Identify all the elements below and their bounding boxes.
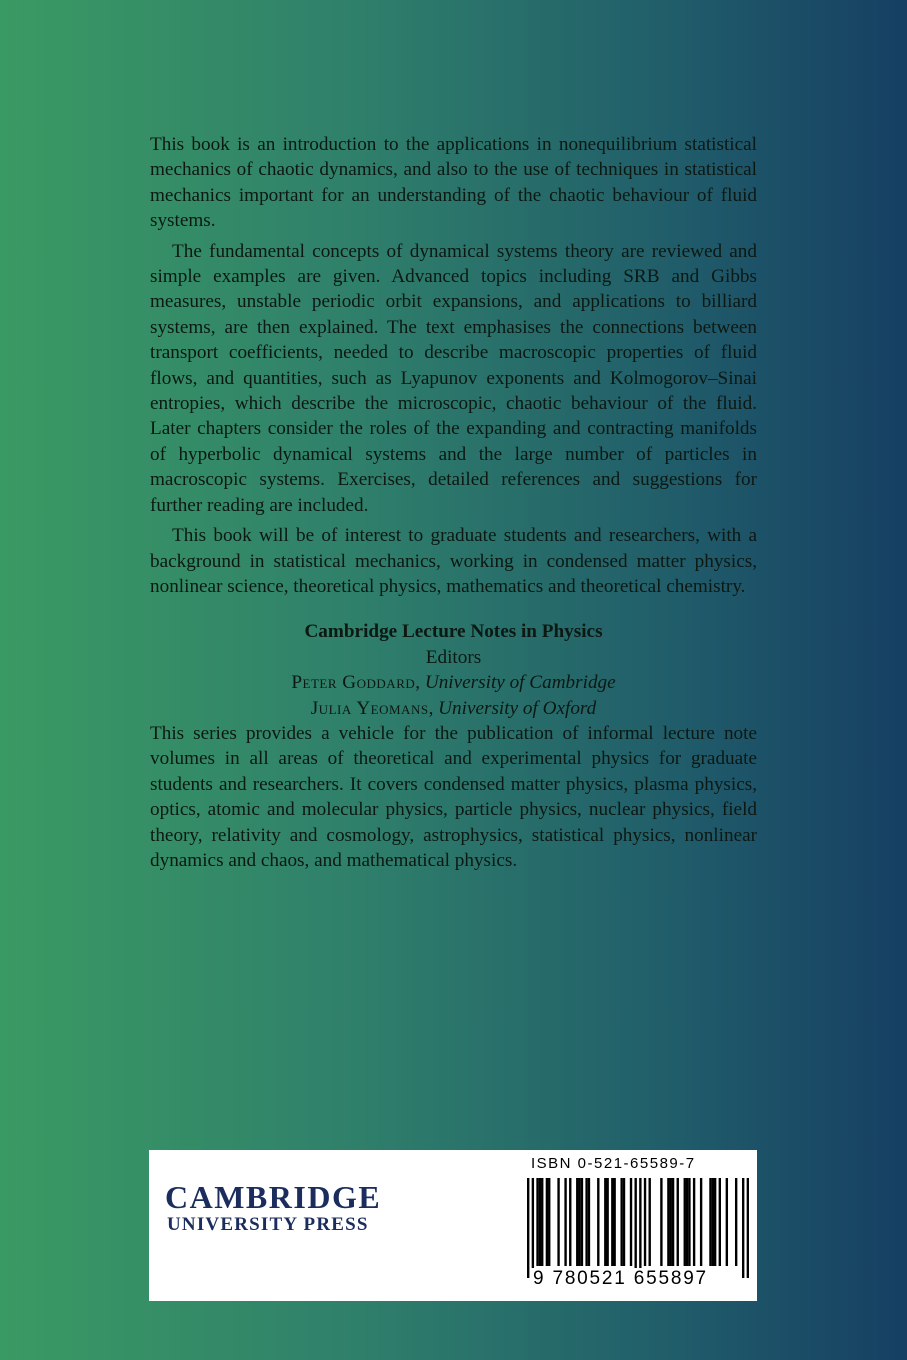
barcode-bar bbox=[634, 1178, 636, 1278]
barcode-bar bbox=[726, 1178, 728, 1266]
barcode-bar bbox=[532, 1178, 534, 1278]
barcode-bar bbox=[539, 1178, 541, 1266]
barcode-bar bbox=[677, 1178, 679, 1266]
barcode-bar bbox=[747, 1178, 749, 1278]
description-paragraph-1: This book is an introduction to the applications in nonequilibrium statistical mechanics of chaotic dynamics, and also to the use of techniques in statistical mechanics important for an understanding of the chaotic behaviour of fluid systems. bbox=[150, 134, 757, 232]
barcode-bar bbox=[588, 1178, 590, 1266]
barcode-bar bbox=[714, 1178, 716, 1266]
barcode-bar bbox=[684, 1178, 686, 1266]
publisher-name-line1: CAMBRIDGE bbox=[165, 1179, 382, 1215]
editor-1-name: Peter Goddard bbox=[291, 672, 416, 694]
barcode-bar bbox=[548, 1178, 550, 1266]
barcode-bar bbox=[719, 1178, 721, 1266]
barcode-bar bbox=[693, 1178, 695, 1266]
barcode-bar bbox=[604, 1178, 606, 1266]
barcode-bar bbox=[644, 1178, 646, 1266]
barcode-bar bbox=[623, 1178, 625, 1266]
barcode-bar bbox=[667, 1178, 669, 1266]
description-paragraph-2: The fundamental concepts of dynamical systems theory are reviewed and simple examples are given. Advanced topics including SRB and Gibbs measures, unstable periodic orbit expansions, and applications to billiard systems, are then explained. The text emphasises the connections between transport coefficients, needed to describe macroscopic properties of fluid flows, and quantities, such as Lyapunov exponents and Kolmogorov–Sinai entropies, which describe the microscopic, chaotic behaviour of the fluid. Later chapters consider the roles of the expanding and contracting manifolds of hyperbolic dynamical systems and the large number of particles in macroscopic systems. Exercises, detailed references and suggestions for further reading are included. bbox=[150, 240, 757, 516]
series-block bbox=[150, 619, 757, 721]
barcode-bar bbox=[639, 1178, 641, 1278]
barcode-bar bbox=[611, 1178, 613, 1266]
barcode-bar bbox=[670, 1178, 672, 1266]
barcode-bar bbox=[578, 1178, 580, 1266]
editor-2: Julia Yeomans, University of Oxford bbox=[310, 697, 597, 719]
barcode-bar bbox=[597, 1178, 599, 1266]
editors-label: Editors bbox=[425, 646, 482, 668]
barcode-bar bbox=[541, 1178, 543, 1266]
barcode-bar bbox=[620, 1178, 622, 1266]
barcode-bar bbox=[557, 1178, 559, 1266]
back-cover-text bbox=[150, 132, 757, 878]
barcode-bar bbox=[688, 1178, 690, 1266]
editor-2-affiliation: University of Oxford bbox=[438, 697, 597, 719]
barcode-bar bbox=[546, 1178, 548, 1266]
barcode-bar bbox=[712, 1178, 714, 1266]
barcode-bar bbox=[569, 1178, 571, 1266]
barcode-bar bbox=[686, 1178, 688, 1266]
publisher-name-line2: UNIVERSITY PRESS bbox=[167, 1214, 369, 1235]
publisher-logo bbox=[165, 1180, 381, 1236]
barcode-icon bbox=[527, 1178, 749, 1278]
editor-1-affiliation: University of Cambridge bbox=[424, 672, 616, 694]
barcode-bar bbox=[613, 1178, 615, 1266]
editor-1: Peter Goddard, University of Cambridge bbox=[291, 672, 616, 694]
barcode-bar bbox=[564, 1178, 566, 1266]
barcode-bar bbox=[536, 1178, 538, 1266]
series-description: This series provides a vehicle for the publication of informal lecture note volumes in all areas of theoretical and experimental physics for graduate students and researchers. It covers condensed matter physics, plasma physics, optics, atomic and molecular physics, particle physics, nuclear physics, field theory, relativity and cosmology, astrophysics, statistical physics, nonlinear dynamics and chaos, and mathematical physics. bbox=[150, 722, 757, 871]
barcode-bar bbox=[649, 1178, 651, 1266]
barcode-bar bbox=[585, 1178, 587, 1266]
description-paragraph-3: This book will be of interest to graduate students and researchers, with a background in statistical mechanics, working in condensed matter physics, nonlinear science, theoretical physics, mathematics and theoretical chemistry. bbox=[150, 525, 757, 597]
series-title: Cambridge Lecture Notes in Physics bbox=[304, 621, 603, 643]
barcode-digits: 9 780521 655897 bbox=[533, 1268, 708, 1289]
barcode-bar bbox=[735, 1178, 737, 1266]
barcode-bar bbox=[709, 1178, 711, 1266]
barcode-bar bbox=[581, 1178, 583, 1266]
barcode-bar bbox=[742, 1178, 744, 1278]
barcode-bar bbox=[700, 1178, 702, 1266]
barcode-bar bbox=[527, 1178, 529, 1278]
barcode-bar bbox=[672, 1178, 674, 1266]
editor-2-name: Julia Yeomans bbox=[310, 697, 429, 719]
barcode-bar bbox=[606, 1178, 608, 1266]
isbn-label: ISBN 0-521-65589-7 bbox=[531, 1155, 696, 1172]
barcode-bar bbox=[576, 1178, 578, 1266]
barcode-bar bbox=[660, 1178, 662, 1266]
barcode-bar bbox=[630, 1178, 632, 1266]
publisher-barcode-panel bbox=[149, 1150, 757, 1301]
